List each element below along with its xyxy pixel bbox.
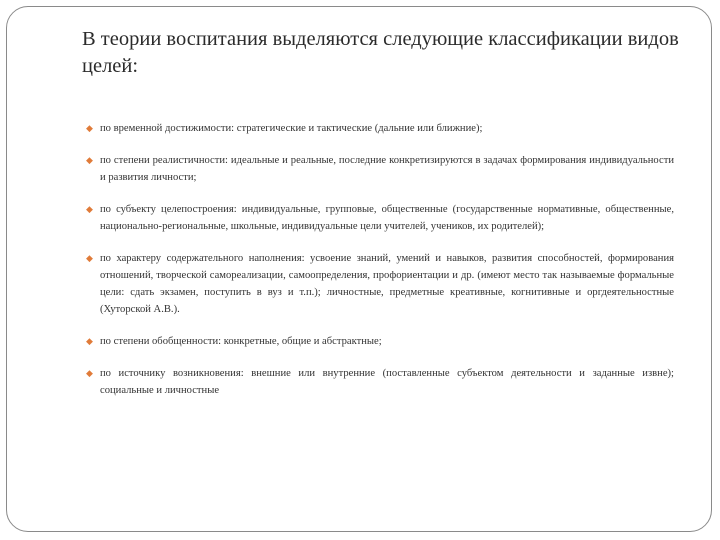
- list-item: [86, 365, 674, 399]
- bullet-icon: ◆: [86, 253, 93, 263]
- list-item: [86, 333, 674, 350]
- list-item-text: по степени обобщенности: конкретные, общие и абстрактные;: [100, 336, 382, 347]
- list-item-text: по субъекту целепостроения: индивидуальные, групповые, общественные (государственные нормативные, общественные, национально-региональные, школьные, индивидуальные цели учителей, учеников, их родителей);: [100, 204, 674, 232]
- classification-list: [86, 120, 674, 414]
- bullet-icon: ◆: [86, 368, 93, 378]
- bullet-icon: ◆: [86, 123, 93, 133]
- list-item: [86, 120, 674, 137]
- list-item-text: по степени реалистичности: идеальные и реальные, последние конкретизируются в задачах формирования индивидуальности и развития личности;: [100, 155, 674, 183]
- bullet-icon: ◆: [86, 155, 93, 165]
- list-item-text: по источнику возникновения: внешние или внутренние (поставленные субъектом деятельности и заданные извне); социальные и личностные: [100, 368, 674, 396]
- list-item: [86, 250, 674, 318]
- list-item: [86, 201, 674, 235]
- bullet-icon: ◆: [86, 204, 93, 214]
- list-item: [86, 152, 674, 186]
- list-item-text: по характеру содержательного наполнения: усвоение знаний, умений и навыков, развития способностей, формирования отношений, творческой самореализации, самоопределения, профориентации и др. (имеют место так называемые формальные цели: сдать экзамен, поступить в вуз и т.п.); личностные, предметные креативные, когнитивные и оргдеятельностные (Хуторской А.В.).: [100, 253, 674, 315]
- bullet-icon: ◆: [86, 336, 93, 346]
- list-item-text: по временной достижимости: стратегические и тактические (дальние или ближние);: [100, 123, 483, 134]
- slide-title: В теории воспитания выделяются следующие классификации видов целей:: [82, 28, 679, 77]
